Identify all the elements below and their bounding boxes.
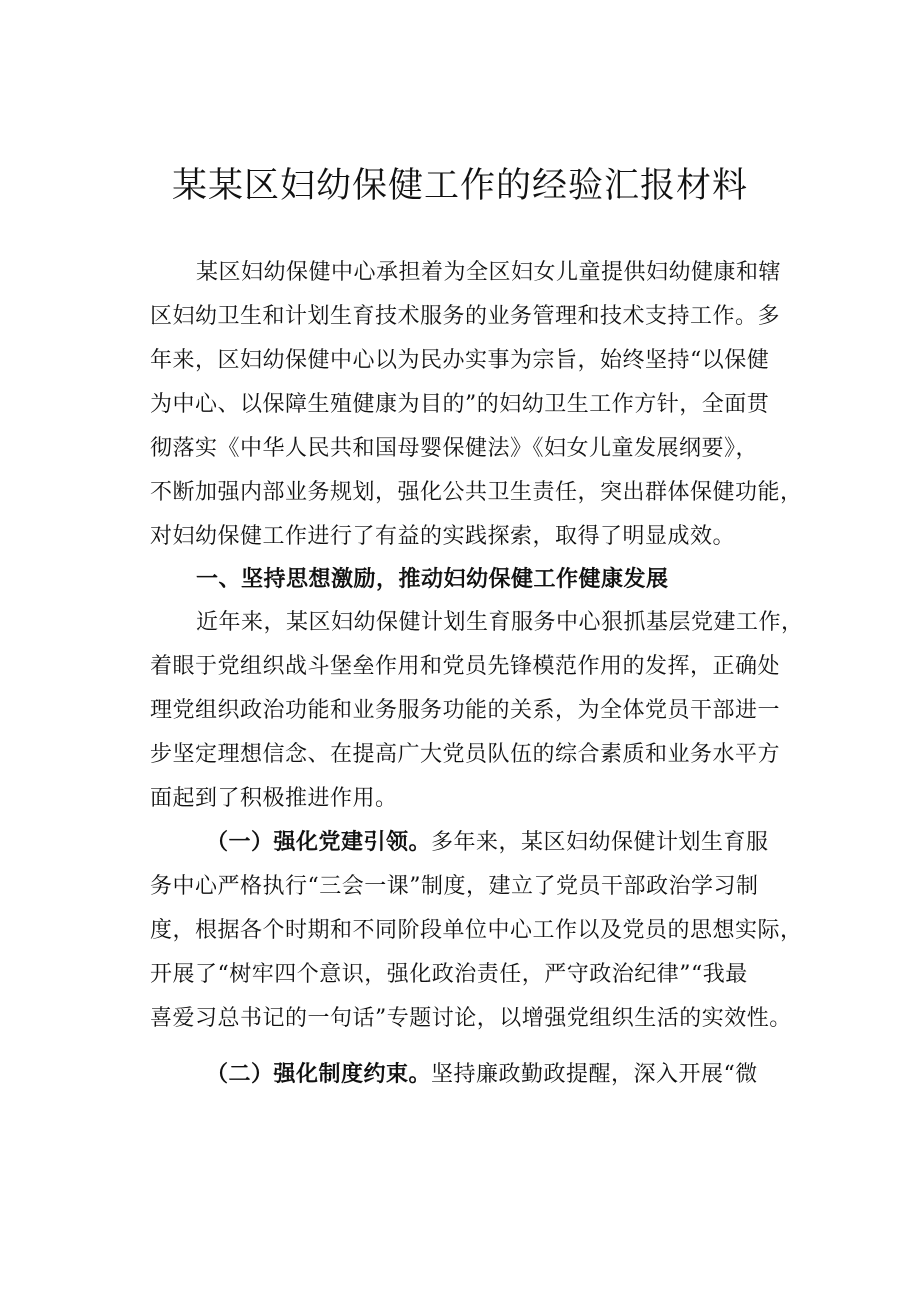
section1-line-2: 着眼于党组织战斗堡垒作用和党员先锋模范作用的发挥，正确处 [150, 654, 781, 679]
subsection-1-heading: （一）强化党建引领。 [206, 830, 432, 855]
subsection-2-text: 坚持廉政勤政提醒，深入开展“微 [431, 1062, 758, 1087]
subsection-1-line-4: 开展了“树牢四个意识，强化政治责任，严守政治纪律”“我最 [150, 962, 748, 987]
subsection-1-line-1 [206, 825, 769, 861]
intro-line-7: 对妇幼保健工作进行了有益的实践探索，取得了明显成效。 [150, 524, 736, 549]
intro-line-2: 区妇幼卫生和计划生育技术服务的业务管理和技术支持工作。多 [150, 304, 781, 329]
intro-line-1: 某区妇幼保健中心承担着为全区妇女儿童提供妇幼健康和辖 [196, 260, 782, 285]
subsection-1-line-5: 喜爱习总书记的一句话”专题讨论，以增强党组织生活的实效性。 [150, 1006, 792, 1031]
page-title: 某某区妇幼保健工作的经验汇报材料 [171, 166, 748, 206]
subsection-1-text: 多年来，某区妇幼保健计划生育服 [431, 830, 769, 855]
intro-line-3: 年来，区妇幼保健中心以为民办实事为宗旨，始终坚持“以保健 [150, 348, 770, 373]
intro-line-4: 为中心、以保障生殖健康为目的”的妇幼卫生工作方针，全面贯 [150, 392, 770, 417]
subsection-1-line-3: 度，根据各个时期和不同阶段单位中心工作以及党员的思想实际， [150, 918, 803, 943]
intro-line-6: 不断加强内部业务规划，强化公共卫生责任，突出群体保健功能， [150, 480, 803, 505]
subsection-2-heading: （二）强化制度约束。 [206, 1062, 432, 1087]
section1-line-1: 近年来，某区妇幼保健计划生育服务中心狠抓基层党建工作， [196, 610, 804, 635]
intro-line-5: 彻落实《中华人民共和国母婴保健法》《妇女儿童发展纲要》， [150, 436, 759, 461]
section-heading-1: 一、坚持思想激励，推动妇幼保健工作健康发展 [196, 567, 669, 592]
section1-line-3: 理党组织政治功能和业务服务功能的关系，为全体党员干部进一 [150, 698, 781, 723]
subsection-2-line-1 [206, 1057, 758, 1093]
section1-line-5: 面起到了积极推进作用。 [150, 786, 398, 811]
subsection-1-line-2: 务中心严格执行“三会一课”制度，建立了党员干部政治学习制 [150, 874, 759, 899]
section1-line-4: 步坚定理想信念、在提高广大党员队伍的综合素质和业务水平方 [150, 742, 781, 767]
